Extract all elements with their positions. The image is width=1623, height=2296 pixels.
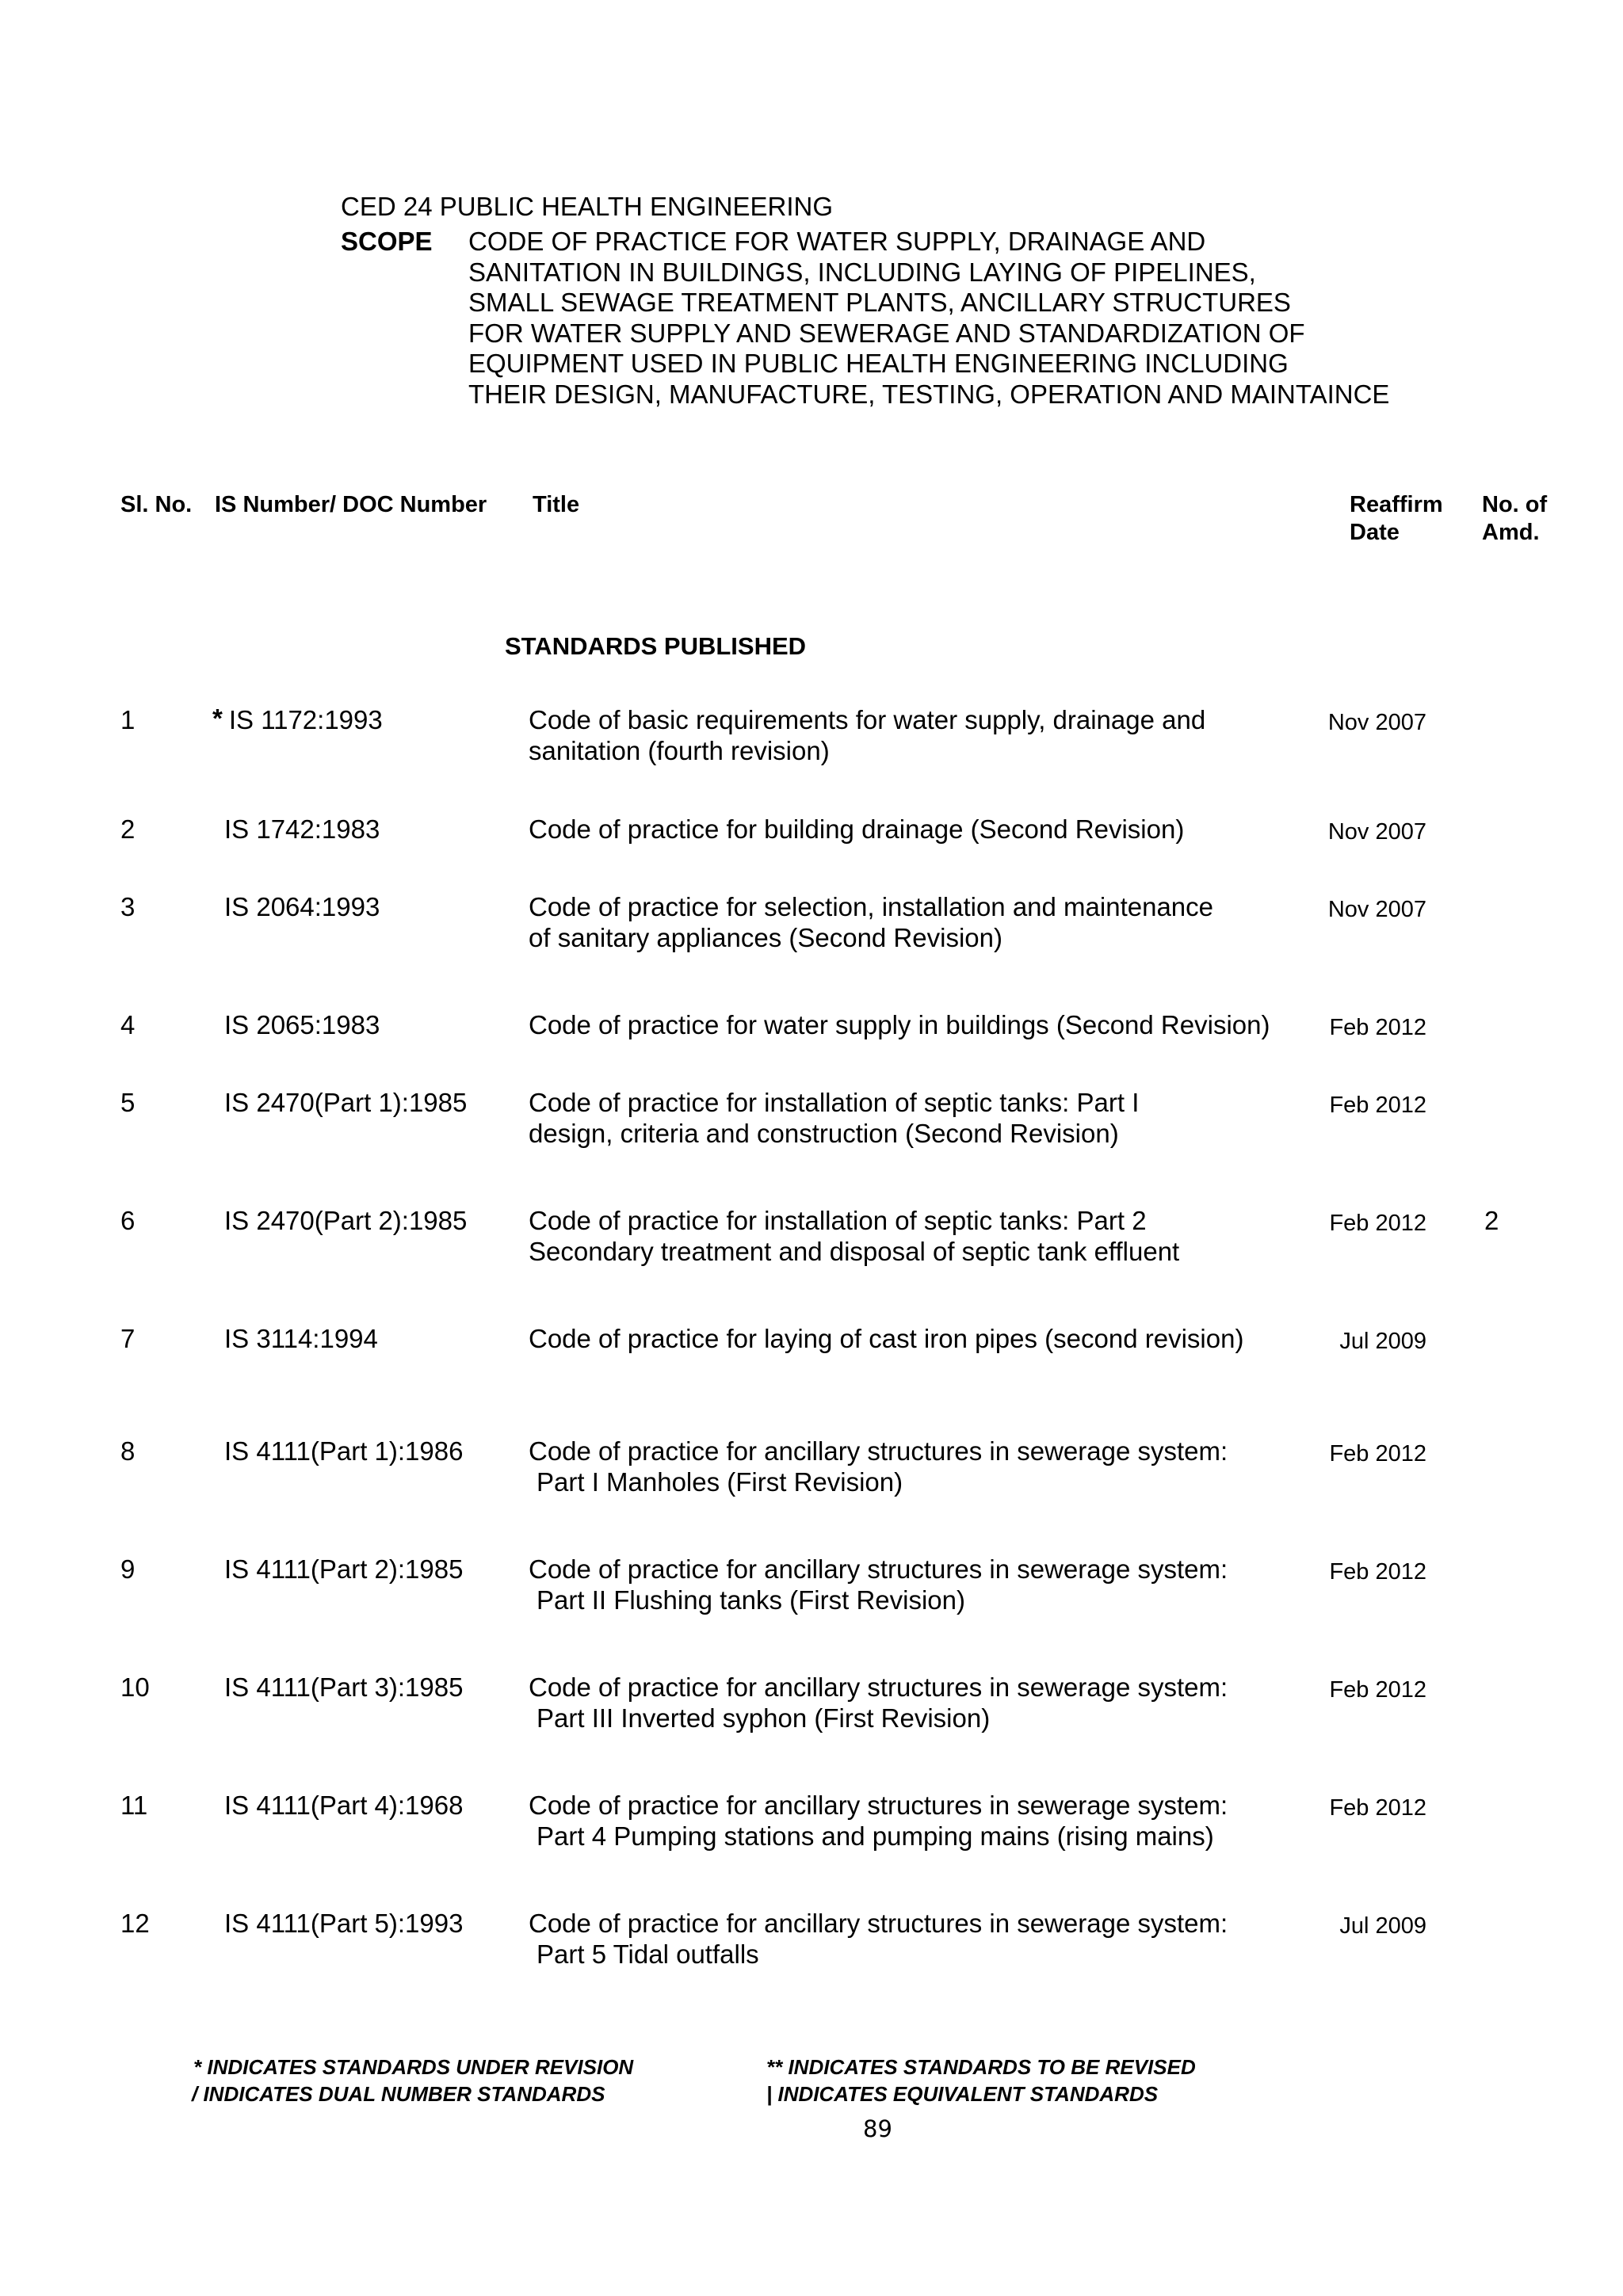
row-reaffirm-date: Feb 2012	[1329, 1015, 1426, 1040]
row-is-number: IS 4111(Part 2):1985	[224, 1554, 464, 1584]
row-reaffirm-date: Feb 2012	[1329, 1211, 1426, 1236]
row-title-line: Code of practice for installation of septic tanks: Part 2	[529, 1206, 1147, 1235]
scope-line: CODE OF PRACTICE FOR WATER SUPPLY, DRAINAGE AND	[468, 227, 1206, 256]
row-title	[529, 1010, 1270, 1041]
row-title	[529, 1672, 1228, 1733]
note-equivalent: | INDICATES EQUIVALENT STANDARDS	[766, 2082, 1159, 2106]
row-sl-no: 7	[120, 1324, 136, 1353]
scope-line: EQUIPMENT USED IN PUBLIC HEALTH ENGINEERING INCLUDING	[468, 349, 1289, 378]
row-is-number: IS 3114:1994	[224, 1324, 378, 1353]
row-reaffirm-date: Feb 2012	[1329, 1093, 1426, 1118]
column-header-no-of-amd	[1482, 491, 1547, 547]
row-title	[529, 1554, 1228, 1615]
row-reaffirm-date: Nov 2007	[1327, 819, 1426, 845]
row-title-line: Code of practice for ancillary structures in sewerage system:	[529, 1791, 1228, 1820]
row-title-line: Code of practice for selection, installation and maintenance	[529, 892, 1214, 921]
column-header-sl-no: Sl. No.	[120, 492, 193, 517]
row-title	[529, 1791, 1228, 1852]
row-sl-no: 5	[120, 1088, 136, 1117]
column-header-title: Title	[533, 492, 580, 517]
row-sl-no: 11	[120, 1791, 148, 1820]
scope-line: FOR WATER SUPPLY AND SEWERAGE AND STANDARDIZATION OF	[468, 318, 1305, 348]
scope-line: SANITATION IN BUILDINGS, INCLUDING LAYING OF PIPELINES,	[468, 257, 1256, 287]
row-is-number	[212, 705, 383, 736]
section-title: STANDARDS PUBLISHED	[505, 632, 807, 660]
row-title-line: Code of practice for laying of cast iron pipes (second revision)	[529, 1324, 1244, 1353]
row-title-line: Code of practice for ancillary structures in sewerage system:	[529, 1909, 1228, 1938]
row-title-line: design, criteria and construction (Second Revision)	[529, 1118, 1119, 1148]
row-title	[529, 1088, 1139, 1149]
table-row	[0, 892, 1623, 963]
table-row	[0, 705, 1623, 776]
row-reaffirm-date: Feb 2012	[1329, 1441, 1426, 1466]
table-row	[0, 1010, 1623, 1081]
row-title-line: Code of practice for building drainage (Second Revision)	[529, 814, 1185, 844]
row-title	[529, 1909, 1228, 1970]
row-title-line: Part 4 Pumping stations and pumping mains (rising mains)	[537, 1821, 1214, 1851]
row-sl-no: 9	[120, 1554, 136, 1584]
row-is-number: IS 2065:1983	[224, 1010, 380, 1039]
row-is-number: IS 4111(Part 3):1985	[224, 1672, 464, 1702]
row-sl-no: 6	[120, 1206, 136, 1235]
row-reaffirm-date: Nov 2007	[1327, 710, 1426, 735]
row-title-line: sanitation (fourth revision)	[529, 735, 830, 765]
row-title	[529, 1206, 1179, 1267]
column-header-date-line: Date	[1350, 520, 1400, 545]
row-title-line: Code of practice for ancillary structures in sewerage system:	[529, 1554, 1228, 1584]
row-is-number: IS 4111(Part 5):1993	[224, 1909, 464, 1938]
row-is-number-text: IS 1172:1993	[228, 705, 383, 734]
column-header-reaffirm-line: Reaffirm	[1350, 492, 1443, 517]
row-sl-no: 12	[120, 1909, 150, 1938]
revision-mark: *	[212, 704, 223, 733]
table-row	[0, 814, 1623, 886]
row-title-line: Code of basic requirements for water supply, drainage and	[529, 705, 1206, 734]
table-row	[0, 1791, 1623, 1862]
row-reaffirm-date: Feb 2012	[1329, 1559, 1426, 1585]
table-row	[0, 1554, 1623, 1626]
table-row	[0, 1206, 1623, 1277]
row-sl-no: 2	[120, 814, 136, 844]
row-title-line: Code of practice for ancillary structures in sewerage system:	[529, 1672, 1228, 1702]
row-sl-no: 1	[120, 705, 136, 734]
column-header-is-number: IS Number/ DOC Number	[215, 492, 487, 517]
committee-title: CED 24 PUBLIC HEALTH ENGINEERING	[341, 192, 834, 221]
row-title-line: Secondary treatment and disposal of septic tank effluent	[529, 1236, 1180, 1266]
row-sl-no: 3	[120, 892, 136, 921]
row-is-number: IS 4111(Part 4):1968	[224, 1791, 464, 1820]
row-reaffirm-date: Feb 2012	[1329, 1795, 1426, 1821]
column-header-no-of-line: No. of	[1482, 492, 1548, 517]
note-under-revision: * INDICATES STANDARDS UNDER REVISION	[193, 2055, 634, 2079]
row-reaffirm-date: Jul 2009	[1339, 1329, 1426, 1354]
row-title-line: of sanitary appliances (Second Revision)	[529, 922, 1002, 952]
column-header-amd-line: Amd.	[1482, 520, 1540, 545]
row-sl-no: 10	[120, 1672, 150, 1702]
note-to-be-revised: ** INDICATES STANDARDS TO BE REVISED	[766, 2055, 1196, 2079]
row-title	[529, 705, 1205, 766]
row-title	[529, 1324, 1243, 1355]
row-title	[529, 892, 1213, 953]
row-title	[529, 1436, 1228, 1497]
scope-line: SMALL SEWAGE TREATMENT PLANTS, ANCILLARY STRUCTURES	[468, 288, 1291, 317]
row-reaffirm-date: Nov 2007	[1327, 897, 1426, 922]
table-row	[0, 1909, 1623, 1980]
row-title-line: Code of practice for installation of septic tanks: Part I	[529, 1088, 1140, 1117]
row-title	[529, 814, 1184, 845]
page-number: 89	[863, 2115, 892, 2142]
note-dual-number: / INDICATES DUAL NUMBER STANDARDS	[192, 2082, 605, 2106]
scope-label: SCOPE	[341, 227, 433, 256]
row-is-number: IS 4111(Part 1):1986	[224, 1436, 464, 1466]
row-title-line: Part II Flushing tanks (First Revision)	[537, 1585, 965, 1615]
row-is-number: IS 1742:1983	[224, 814, 380, 844]
table-row	[0, 1436, 1623, 1508]
row-title-line: Part I Manholes (First Revision)	[537, 1466, 903, 1497]
row-amd-count: 2	[1484, 1206, 1499, 1235]
row-title-line: Part 5 Tidal outfalls	[537, 1939, 759, 1969]
row-is-number: IS 2470(Part 1):1985	[224, 1088, 468, 1117]
scope-text	[468, 227, 1389, 410]
row-reaffirm-date: Feb 2012	[1329, 1677, 1426, 1703]
row-title-line: Code of practice for ancillary structures in sewerage system:	[529, 1436, 1228, 1466]
row-sl-no: 4	[120, 1010, 136, 1039]
table-row	[0, 1088, 1623, 1159]
row-sl-no: 8	[120, 1436, 136, 1466]
column-header-reaffirm-date	[1350, 491, 1443, 547]
row-is-number: IS 2470(Part 2):1985	[224, 1206, 468, 1235]
table-row	[0, 1324, 1623, 1395]
row-is-number: IS 2064:1993	[224, 892, 380, 921]
row-reaffirm-date: Jul 2009	[1339, 1913, 1426, 1939]
table-row	[0, 1672, 1623, 1744]
row-title-line: Part III Inverted syphon (First Revision)	[537, 1703, 991, 1733]
scope-line: THEIR DESIGN, MANUFACTURE, TESTING, OPERATION AND MAINTAINCE	[468, 379, 1390, 409]
row-title-line: Code of practice for water supply in buildings (Second Revision)	[529, 1010, 1270, 1039]
